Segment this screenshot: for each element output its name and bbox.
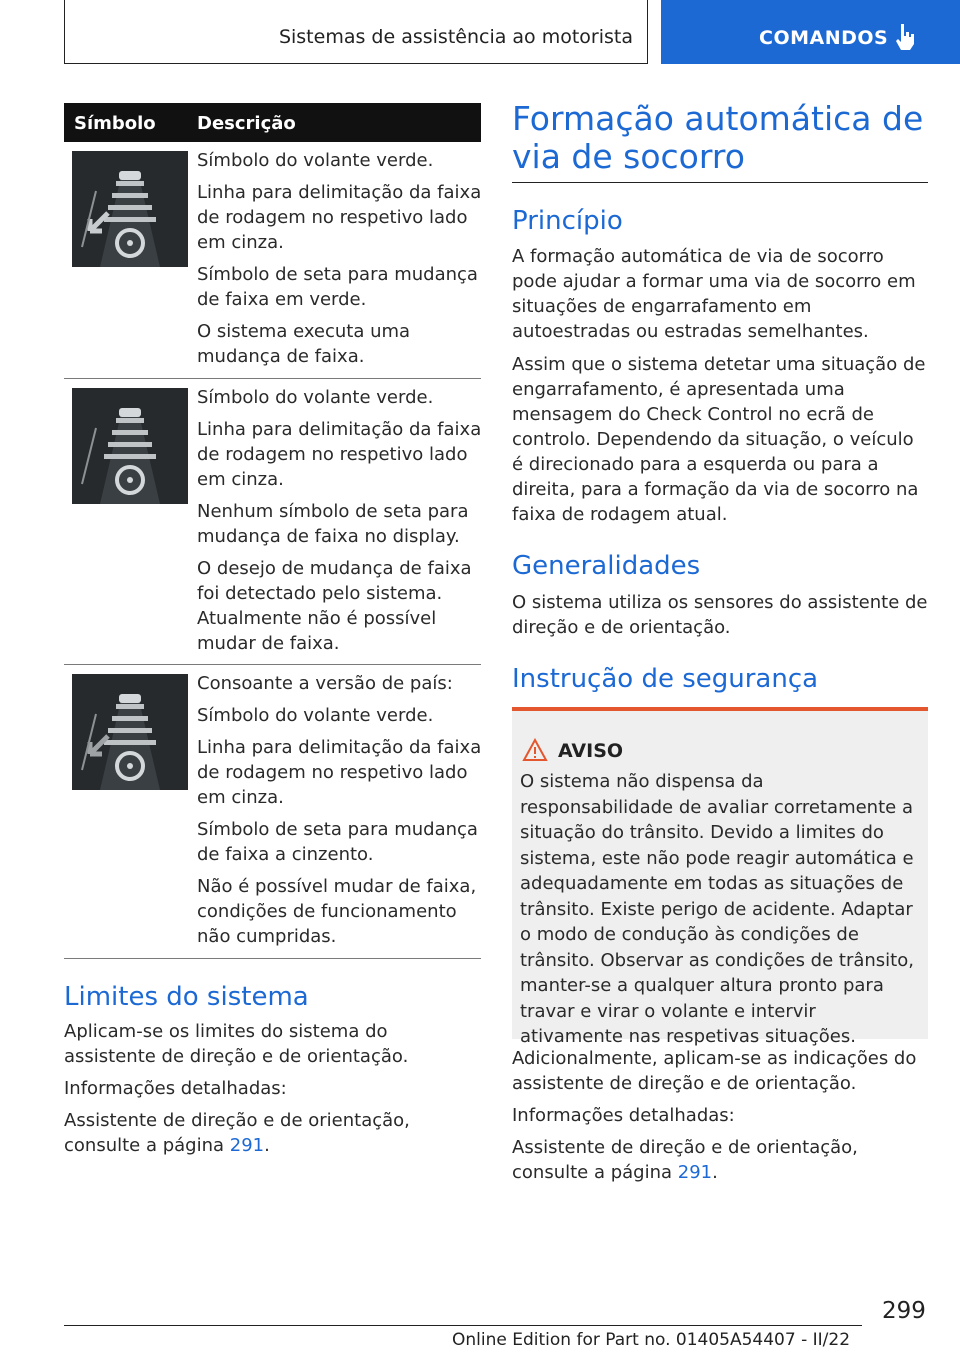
chapter-tab[interactable]	[661, 0, 960, 64]
row-divider	[64, 664, 481, 665]
chapter-title: COMANDOS	[759, 27, 889, 49]
page-link[interactable]: 291	[229, 1135, 265, 1156]
limits-heading: Limites do sistema	[64, 982, 309, 1012]
lane-change-symbol-no-arrow	[72, 388, 188, 504]
limits-reference: Assistente de direção e de orientação, consulte a página 291.	[64, 1110, 410, 1156]
row-1-description: Símbolo do volante verde. Linha para delimitação da faixa de rodagem no respetivo lado em cinza. Símbolo de seta para mudança de faixa em verde. O sistema executa uma mudança de faixa.	[197, 150, 482, 367]
additional-info-label: Informações detalhadas:	[512, 1105, 735, 1126]
warning-title: AVISO	[558, 740, 624, 762]
section-title: Sistemas de assistência ao motorista	[278, 26, 633, 48]
row-3-description: Consoante a versão de país: Símbolo do volante verde. Linha para delimitação da faixa de rodagem no respetivo lado em cinza. Símbolo de seta para mudança de faixa a cinzento. Não é possível mudar de faixa, condições de funcionamento não cumpridas.	[197, 673, 482, 947]
row-divider	[64, 958, 481, 959]
symbol-table-header	[64, 103, 481, 142]
footer-edition: Online Edition for Part no. 01405A54407 - II/22	[452, 1330, 851, 1350]
col-symbol: Símbolo	[74, 113, 156, 134]
safety-heading: Instrução de segurança	[512, 664, 819, 694]
col-description: Descrição	[197, 113, 296, 134]
row-2-description: Símbolo do volante verde. Linha para delimitação da faixa de rodagem no respetivo lado em cinza. Nenhum símbolo de seta para mudança de faixa no display. O desejo de mudança de faixa foi detectado pelo sistema. Atualmente não é possível mudar de faixa.	[197, 387, 482, 654]
principle-paragraph-2: Assim que o sistema detetar uma situação de engarrafamento, é apresentada uma mensagem do Check Control no ecrã de controlo. Dependendo da situação, o veículo é direcionado para a esquerda ou para a direita, para a formação da via de socorro na faixa de rodagem atual.	[512, 354, 926, 525]
lane-change-symbol-green-arrow	[72, 151, 188, 267]
hand-pointer-icon	[893, 22, 917, 52]
warning-body: O sistema não dispensa da responsabilidade de avaliar corretamente a situação do trânsito. Devido a limites do sistema, este não pode reagir automática e adequadamente em todas as situações de trânsito. Existe perigo de acidente. Adaptar o modo de condução às condições de trânsito. Observar as condições de trânsito, manter-se a qualquer altura pronto para travar e virar o volante e intervir ativamente nas respetivas situações.	[520, 771, 914, 1047]
warning-box	[512, 707, 928, 1047]
lane-change-symbol-grey-arrow	[72, 674, 188, 790]
limits-paragraph: Aplicam-se os limites do sistema do assistente de direção e de orientação.	[64, 1021, 409, 1067]
principle-paragraph-1: A formação automática de via de socorro pode ajudar a formar uma via de socorro em situações de engarrafamento em autoestradas ou estradas semelhantes.	[512, 246, 916, 342]
limits-info-label: Informações detalhadas:	[64, 1078, 287, 1099]
general-paragraph: O sistema utiliza os sensores do assistente de direção e de orientação.	[512, 592, 928, 638]
additional-reference: Assistente de direção e de orientação, consulte a página 291.	[512, 1137, 858, 1183]
general-heading: Generalidades	[512, 551, 701, 581]
warning-triangle-icon	[522, 738, 548, 762]
additional-paragraph: Adicionalmente, aplicam-se as indicações do assistente de direção e de orientação.	[512, 1048, 917, 1094]
page-number: 299	[882, 1298, 926, 1324]
title-divider	[512, 182, 928, 183]
page-title: Formação automática de via de socorro	[512, 99, 924, 176]
row-divider	[64, 378, 481, 379]
principle-heading: Princípio	[512, 206, 623, 236]
page-link[interactable]: 291	[677, 1162, 713, 1183]
section-header	[64, 0, 648, 64]
footer-divider	[64, 1325, 862, 1326]
